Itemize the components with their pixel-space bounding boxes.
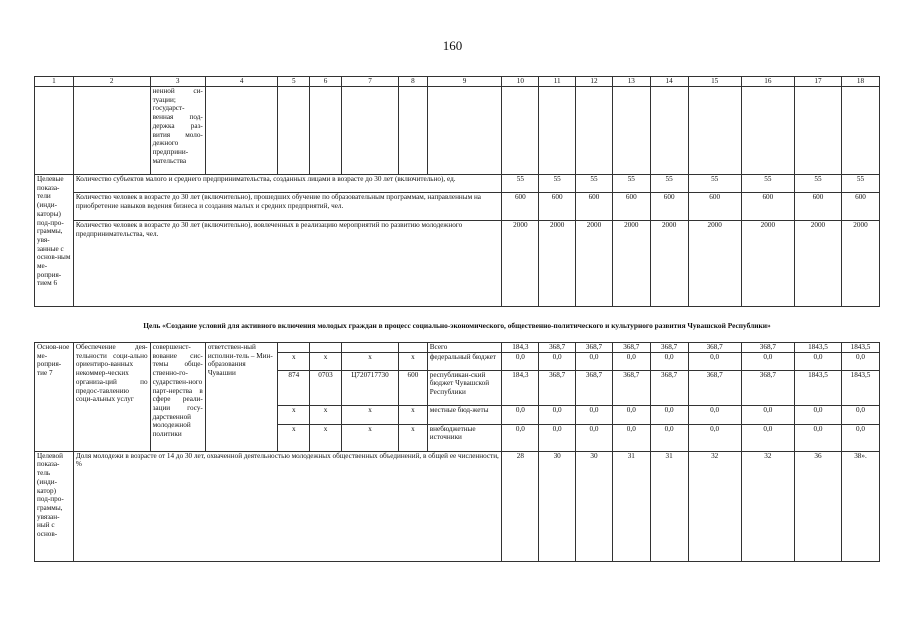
- budget-code: x: [310, 424, 342, 451]
- funding-value: 368,7: [539, 343, 576, 353]
- indicator-value: 600: [841, 193, 879, 221]
- indicator-value: 55: [502, 175, 539, 193]
- funding-row: [35, 343, 880, 353]
- column-number-row: [35, 77, 880, 87]
- indicator-value: 600: [539, 193, 576, 221]
- budget-code: x: [310, 405, 342, 424]
- indicator-value: 600: [576, 193, 613, 221]
- budget-code: 600: [399, 370, 428, 405]
- continuation-row: [35, 87, 880, 175]
- budget-code: x: [399, 352, 428, 370]
- funding-value: 0,0: [841, 424, 879, 451]
- indicator-value: 55: [576, 175, 613, 193]
- budget-code: 874: [278, 370, 310, 405]
- responsible-executor: ответствен-ный исполни-тель – Мин-образования Чувашии: [205, 343, 278, 452]
- funding-value: 368,7: [612, 343, 650, 353]
- indicator-row: [35, 175, 880, 193]
- funding-source: Всего: [427, 343, 502, 353]
- indicator-text: Количество человек в возрасте до 30 лет (включительно), вовлеченных в реализацию мероприятий по развитию молодежного предпринимательства, чел.: [73, 221, 502, 307]
- table-lower: [34, 342, 880, 562]
- measure-task: совершенст-вование сис-темы обще-ственно-го-сударствен-ного парт-нерства в сфере реали-зации госу-дарственной молодежной политики: [150, 343, 205, 452]
- funding-value: 0,0: [502, 405, 539, 424]
- budget-code: x: [310, 352, 342, 370]
- funding-value: 184,3: [502, 370, 539, 405]
- indicator-value: 2000: [650, 221, 688, 307]
- indicator-row: [35, 193, 880, 221]
- indicator-text: Количество субъектов малого и среднего предпринимательства, созданных лицами в возрасте до 30 лет (включительно), ед.: [73, 175, 502, 193]
- indicator-value: 30: [576, 451, 613, 561]
- indicator-text: Доля молодежи в возрасте от 14 до 30 лет, охваченной деятельностью молодежных общественных объединений, в общей ее численности, %: [73, 451, 502, 561]
- measure-number: Основ-ное ме-роприя-тие 7: [35, 343, 74, 452]
- funding-value: 0,0: [650, 405, 688, 424]
- funding-value: 368,7: [576, 343, 613, 353]
- funding-value: 0,0: [688, 352, 741, 370]
- funding-value: 0,0: [576, 352, 613, 370]
- budget-code: x: [341, 352, 398, 370]
- column-number: 11: [539, 77, 576, 87]
- column-number: 12: [576, 77, 613, 87]
- funding-value: 368,7: [650, 370, 688, 405]
- indicator-value: 32: [688, 451, 741, 561]
- indicator-value: 2000: [612, 221, 650, 307]
- indicator-row: [35, 221, 880, 307]
- column-number: 13: [612, 77, 650, 87]
- budget-code: [278, 343, 310, 353]
- table-upper: [34, 76, 880, 307]
- funding-value: 368,7: [741, 370, 794, 405]
- indicator-label: Целевой показа-тель (инди-катор) под-про-граммы, увязан-ный с основ-: [35, 451, 74, 561]
- indicator-value: 55: [539, 175, 576, 193]
- funding-value: 0,0: [650, 424, 688, 451]
- measure-continuation: ненной си-туации; государст-венная под-держка раз-вития моло-дежного предприни-мательства: [150, 87, 205, 175]
- column-number: 1: [35, 77, 74, 87]
- indicator-value: 2000: [502, 221, 539, 307]
- funding-value: 368,7: [650, 343, 688, 353]
- funding-value: 0,0: [741, 352, 794, 370]
- funding-value: 184,3: [502, 343, 539, 353]
- indicator-value: 2000: [688, 221, 741, 307]
- column-number: 7: [341, 77, 398, 87]
- funding-source: республикан-ский бюджет Чувашской Республики: [427, 370, 502, 405]
- funding-value: 368,7: [539, 370, 576, 405]
- indicator-value: 31: [612, 451, 650, 561]
- indicator-value: 600: [612, 193, 650, 221]
- funding-source: местные бюд-жеты: [427, 405, 502, 424]
- funding-value: 0,0: [688, 405, 741, 424]
- funding-value: 368,7: [741, 343, 794, 353]
- column-number: 17: [794, 77, 841, 87]
- indicator-value: 28: [502, 451, 539, 561]
- funding-value: 0,0: [741, 405, 794, 424]
- funding-source: внебюджетные источники: [427, 424, 502, 451]
- budget-code: x: [341, 424, 398, 451]
- indicator-value: 2000: [539, 221, 576, 307]
- funding-value: 368,7: [612, 370, 650, 405]
- column-number: 16: [741, 77, 794, 87]
- funding-value: 0,0: [612, 352, 650, 370]
- funding-value: 368,7: [688, 370, 741, 405]
- indicator-value: 2000: [841, 221, 879, 307]
- funding-value: 0,0: [612, 405, 650, 424]
- indicator-value: 38».: [841, 451, 879, 561]
- column-number: 4: [205, 77, 278, 87]
- funding-value: 0,0: [841, 405, 879, 424]
- funding-value: 0,0: [794, 424, 841, 451]
- column-number: 8: [399, 77, 428, 87]
- budget-code: Ц720717730: [341, 370, 398, 405]
- measure-name: Обеспечение дея-тельности соци-ально ориентиро-ванных некоммер-ческих организа-ций по предос-тавлению соци-альных услуг: [73, 343, 150, 452]
- indicator-value: 600: [502, 193, 539, 221]
- budget-code: [399, 343, 428, 353]
- funding-value: 0,0: [502, 352, 539, 370]
- funding-value: 0,0: [794, 352, 841, 370]
- indicators-label: Целевые показа-тели (инди-каторы) под-про-граммы, увя-занные с основ-ным ме-роприя-тием 6: [35, 175, 74, 307]
- funding-value: 0,0: [576, 405, 613, 424]
- indicator-value: 31: [650, 451, 688, 561]
- indicator-value: 2000: [576, 221, 613, 307]
- indicator-value: 30: [539, 451, 576, 561]
- indicator-value: 55: [741, 175, 794, 193]
- indicator-value: 2000: [794, 221, 841, 307]
- funding-value: 0,0: [539, 424, 576, 451]
- indicator-value: 600: [688, 193, 741, 221]
- column-number: 5: [278, 77, 310, 87]
- funding-value: 1843,5: [794, 343, 841, 353]
- budget-code: x: [341, 405, 398, 424]
- funding-value: 0,0: [841, 352, 879, 370]
- column-number: 9: [427, 77, 502, 87]
- goal-title: Цель «Создание условий для активного включения молодых граждан в процесс социально-экономического, общественно-политического и культурного развития Чувашской Республики»: [143, 321, 771, 330]
- indicator-value: 55: [688, 175, 741, 193]
- funding-value: 0,0: [794, 405, 841, 424]
- budget-code: x: [278, 424, 310, 451]
- indicator-value: 600: [794, 193, 841, 221]
- funding-value: 0,0: [650, 352, 688, 370]
- funding-value: 0,0: [612, 424, 650, 451]
- indicator-value: 2000: [741, 221, 794, 307]
- indicator-value: 600: [650, 193, 688, 221]
- column-number: 15: [688, 77, 741, 87]
- indicator-value: 32: [741, 451, 794, 561]
- indicator-value: 55: [612, 175, 650, 193]
- funding-value: 0,0: [539, 352, 576, 370]
- column-number: 10: [502, 77, 539, 87]
- page-number: 160: [442, 38, 463, 53]
- budget-code: x: [278, 352, 310, 370]
- indicator-value: 55: [794, 175, 841, 193]
- funding-value: 0,0: [539, 405, 576, 424]
- budget-code: [341, 343, 398, 353]
- funding-value: 368,7: [576, 370, 613, 405]
- column-number: 14: [650, 77, 688, 87]
- funding-value: 0,0: [741, 424, 794, 451]
- column-number: 18: [841, 77, 879, 87]
- indicator-text: Количество человек в возрасте до 30 лет (включительно), прошедших обучение по образовательным программам, направленным на приобретение навыков ведения бизнеса и создания малых и средних предприятий, чел.: [73, 193, 502, 221]
- budget-code: [310, 343, 342, 353]
- budget-code: x: [399, 424, 428, 451]
- budget-code: x: [278, 405, 310, 424]
- column-number: 2: [73, 77, 150, 87]
- indicator-value: 36: [794, 451, 841, 561]
- budget-code: 0703: [310, 370, 342, 405]
- funding-value: 368,7: [688, 343, 741, 353]
- funding-value: 0,0: [502, 424, 539, 451]
- indicator-value: 55: [841, 175, 879, 193]
- funding-source: федеральный бюджет: [427, 352, 502, 370]
- indicator-value: 55: [650, 175, 688, 193]
- funding-value: 0,0: [688, 424, 741, 451]
- column-number: 3: [150, 77, 205, 87]
- funding-value: 1843,5: [841, 343, 879, 353]
- budget-code: x: [399, 405, 428, 424]
- funding-value: 1843,5: [794, 370, 841, 405]
- funding-value: 0,0: [576, 424, 613, 451]
- column-number: 6: [310, 77, 342, 87]
- indicator-row: [35, 451, 880, 561]
- indicator-value: 600: [741, 193, 794, 221]
- funding-value: 1843,5: [841, 370, 879, 405]
